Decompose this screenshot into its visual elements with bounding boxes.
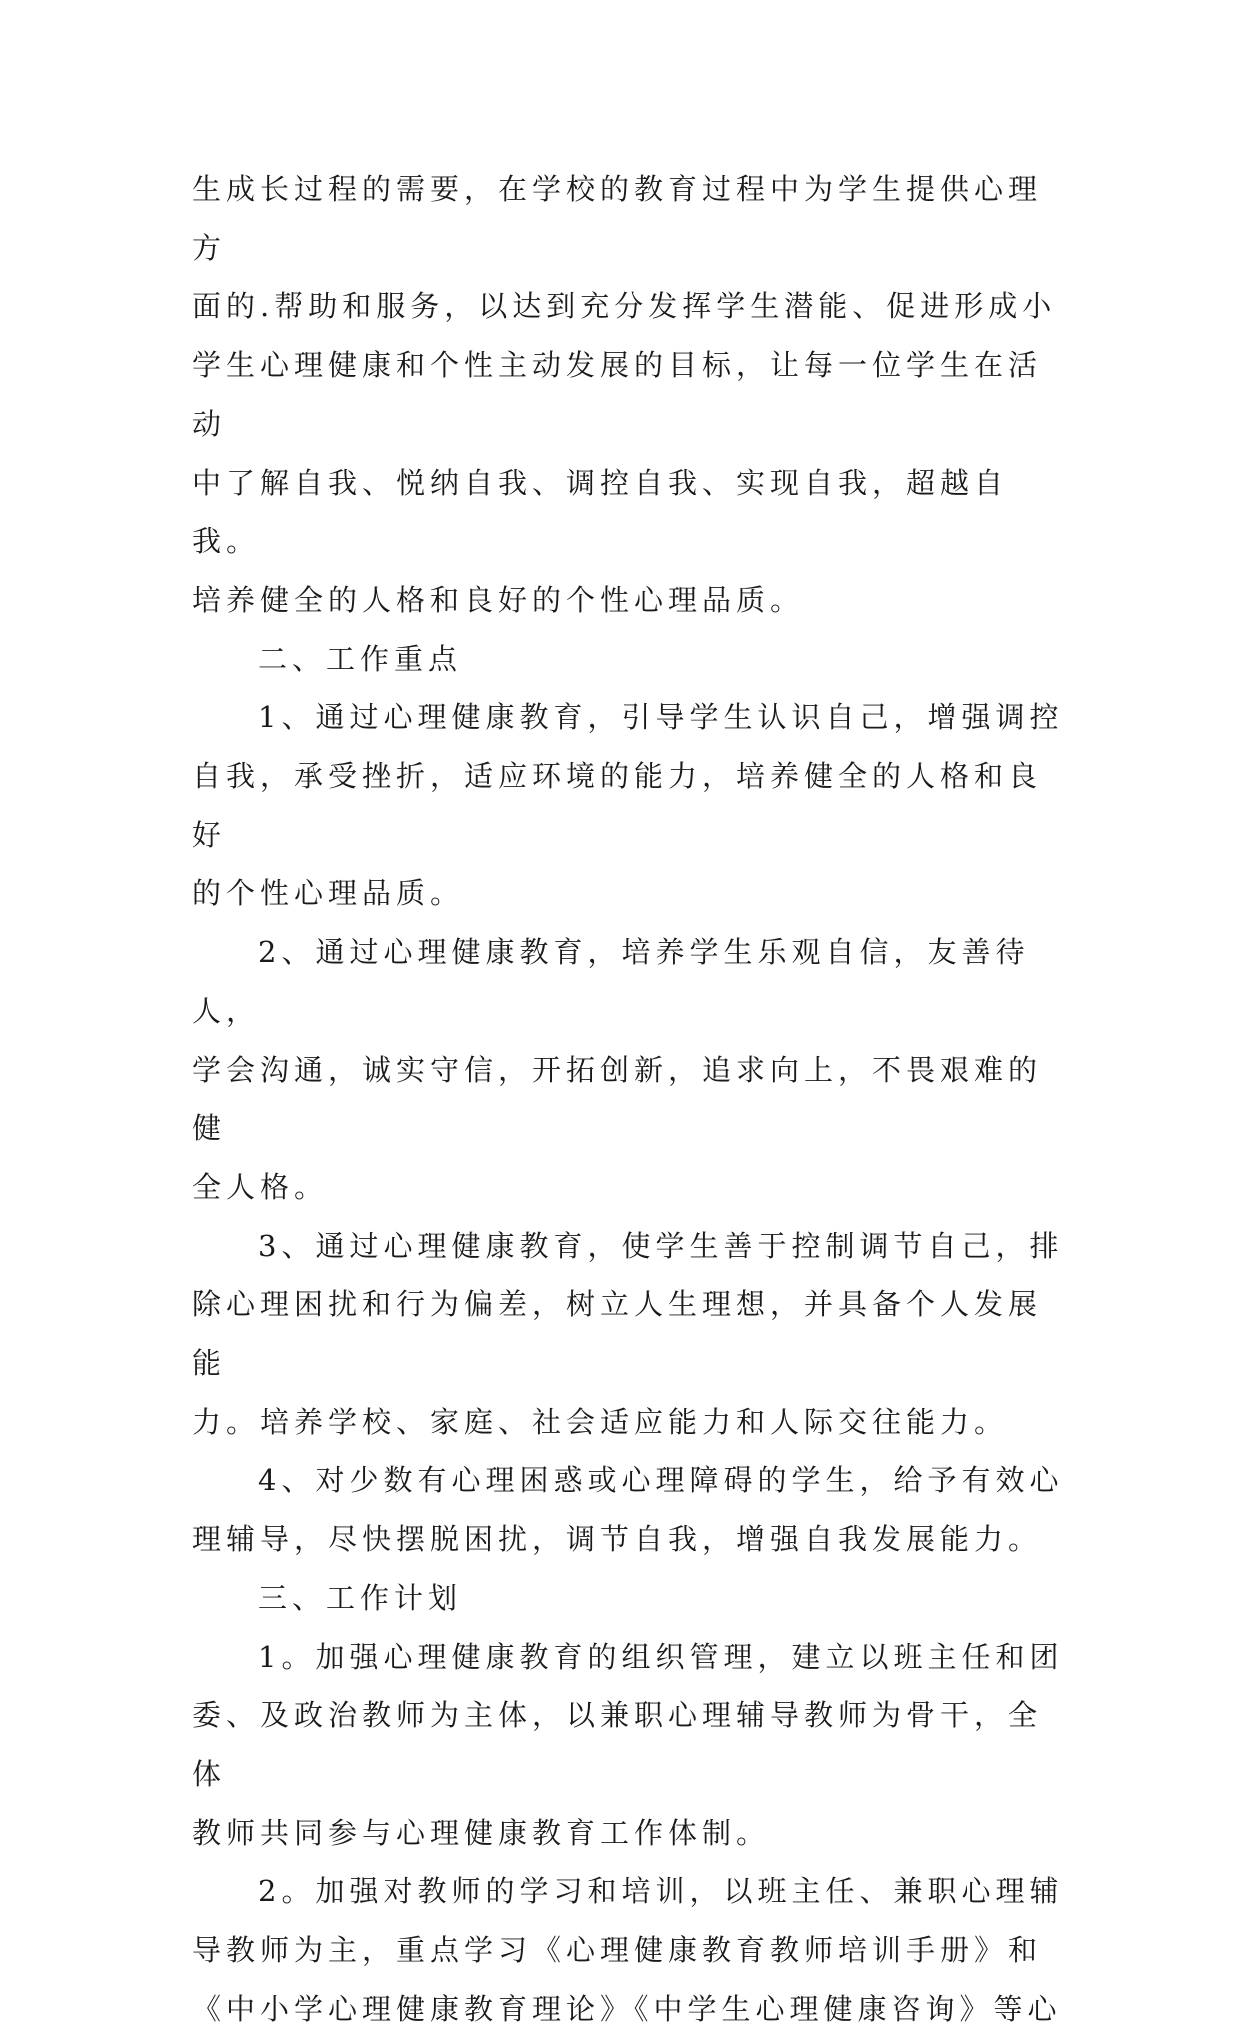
text-line: 学生心理健康和个性主动发展的目标，让每一位学生在活动 — [192, 348, 1043, 441]
text-line: 学会沟通，诚实守信，开拓创新，追求向上，不畏艰难的健 — [192, 1052, 1043, 1146]
paragraph — [192, 1569, 1072, 1628]
text-line: 2。加强对教师的学习和培训，以班主任、兼职心理辅 — [258, 1874, 1064, 1909]
text-line: 全人格。 — [192, 1169, 329, 1204]
text-line: 教师共同参与心理健康教育工作体制。 — [192, 1815, 771, 1850]
paragraph — [192, 1628, 1072, 1863]
text-line: 生成长过程的需要，在学校的教育过程中为学生提供心理方 — [192, 172, 1043, 265]
paragraph — [192, 1217, 1072, 1452]
text-line: 理辅导，尽快摆脱困扰，调节自我，增强自我发展能力。 — [192, 1522, 1043, 1557]
text-line: 三、工作计划 — [258, 1580, 463, 1615]
text-line: 二、工作重点 — [258, 641, 463, 676]
paragraph — [192, 160, 1072, 630]
paragraph — [192, 630, 1072, 689]
paragraph — [192, 1862, 1072, 2038]
paragraph — [192, 688, 1072, 923]
text-line: 导教师为主，重点学习《心理健康教育教师培训手册》和 — [192, 1933, 1043, 1968]
text-line: 1。加强心理健康教育的组织管理，建立以班主任和团 — [258, 1639, 1064, 1674]
text-line: 自我，承受挫折，适应环境的能力，培养健全的人格和良好 — [192, 759, 1043, 852]
text-line: 《中小学心理健康教育理论》《中学生心理健康咨询》等心 — [192, 1991, 1062, 2026]
text-line: 的个性心理品质。 — [192, 876, 465, 911]
text-line: 2、通过心理健康教育，培养学生乐观自信，友善待人， — [192, 935, 1030, 1028]
text-line: 4、对少数有心理困惑或心理障碍的学生，给予有效心 — [258, 1463, 1064, 1498]
text-line: 3、通过心理健康教育，使学生善于控制调节自己，排 — [258, 1228, 1064, 1263]
text-line: 委、及政治教师为主体，以兼职心理辅导教师为骨干，全体 — [192, 1698, 1043, 1791]
paragraph — [192, 923, 1072, 1217]
paragraph — [192, 1451, 1072, 1568]
text-line: 中了解自我、悦纳自我、调控自我、实现自我，超越自我。 — [192, 465, 1009, 559]
text-line: 1、通过心理健康教育，引导学生认识自己，增强调控 — [258, 700, 1064, 735]
text-line: 力。培养学校、家庭、社会适应能力和人际交往能力。 — [192, 1404, 1009, 1439]
text-line: 培养健全的人格和良好的个性心理品质。 — [192, 582, 805, 617]
text-line: 除心理困扰和行为偏差，树立人生理想，并具备个人发展能 — [192, 1287, 1043, 1381]
text-line: 面的.帮助和服务，以达到充分发挥学生潜能、促进形成小 — [192, 289, 1057, 324]
document-body — [192, 160, 1072, 2039]
